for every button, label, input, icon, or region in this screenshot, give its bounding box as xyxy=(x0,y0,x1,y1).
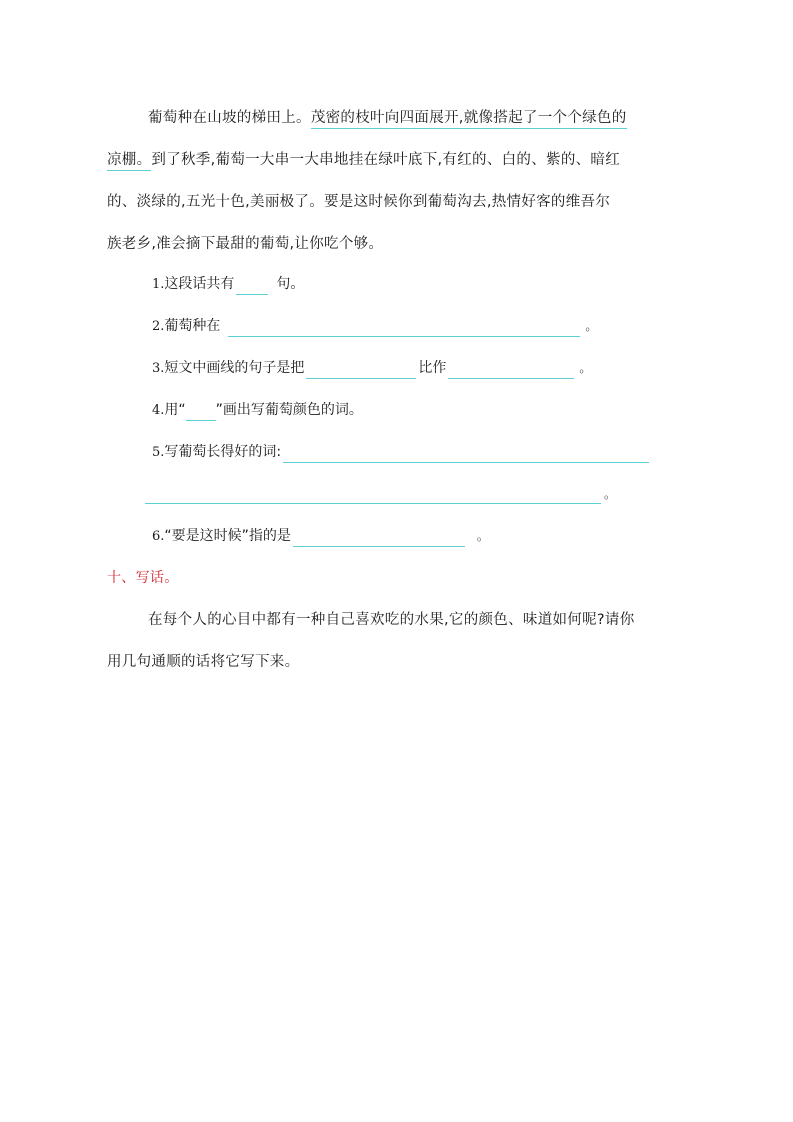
answer-blank-compared[interactable] xyxy=(306,362,416,379)
question-text-end: ”画出写葡萄颜色的词。 xyxy=(215,402,363,418)
writing-prompt-line-2: 用几句通顺的话将它写下来。 xyxy=(107,654,300,670)
question-2 xyxy=(152,316,597,337)
underlined-sentence: 茂密的枝叶向四面展开,就像搭起了一个个绿色的 xyxy=(311,110,627,129)
answer-blank-mark[interactable] xyxy=(186,404,216,421)
writing-prompt-line-1: 在每个人的心目中都有一种自己喜欢吃的水果,它的颜色、味道如何呢?请你 xyxy=(148,612,635,628)
answer-blank-compared-to[interactable] xyxy=(448,362,574,379)
question-number: 6. xyxy=(152,529,165,544)
question-text-end: 。 xyxy=(579,361,592,375)
question-number: 2. xyxy=(152,319,165,334)
question-text: 这段话共有 xyxy=(164,276,235,292)
question-1 xyxy=(152,274,304,295)
passage-line-3: 的、淡绿的,五光十色,美丽极了。要是这时候你到葡萄沟去,热情好客的维吾尔 xyxy=(107,194,611,210)
question-number: 3. xyxy=(152,361,165,376)
section-heading: 十、写话。 xyxy=(107,570,179,586)
passage-text: 葡萄种在山坡的梯田上。 xyxy=(148,110,311,126)
question-text-end: 。 xyxy=(476,529,489,543)
answer-blank-location[interactable] xyxy=(228,320,580,337)
question-text: 用“ xyxy=(164,402,186,418)
question-4 xyxy=(152,400,363,421)
question-text-end: 句。 xyxy=(276,276,305,292)
question-5 xyxy=(152,442,651,463)
question-text-mid: 比作 xyxy=(418,360,447,376)
question-3 xyxy=(152,358,591,379)
question-text: 短文中画线的句子是把 xyxy=(164,360,305,376)
question-text-end: 。 xyxy=(585,319,598,333)
answer-blank-sentence-count[interactable] xyxy=(236,278,268,295)
passage-text: 到了秋季,葡萄一大串一大串地挂在绿叶底下,有红的、白的、紫的、暗红 xyxy=(151,152,621,168)
question-6 xyxy=(152,526,489,547)
question-text-end: 。 xyxy=(604,487,617,501)
underlined-sentence-end: 凉棚。 xyxy=(107,152,151,171)
passage-line-2 xyxy=(107,150,620,170)
answer-blank-growth-words-1[interactable] xyxy=(283,446,649,463)
question-number: 4. xyxy=(152,403,165,418)
question-number: 5. xyxy=(152,445,165,460)
question-text: “要是这时候”指的是 xyxy=(164,528,291,544)
question-5-continued xyxy=(145,484,616,504)
passage-line-1 xyxy=(148,108,627,128)
question-text: 葡萄种在 xyxy=(164,318,221,334)
question-text: 写葡萄长得好的词: xyxy=(164,444,282,460)
answer-blank-growth-words-2[interactable] xyxy=(145,487,601,504)
answer-blank-meaning[interactable] xyxy=(293,530,465,547)
passage-line-4: 族老乡,准会摘下最甜的葡萄,让你吃个够。 xyxy=(107,236,384,252)
question-number: 1. xyxy=(152,277,165,292)
